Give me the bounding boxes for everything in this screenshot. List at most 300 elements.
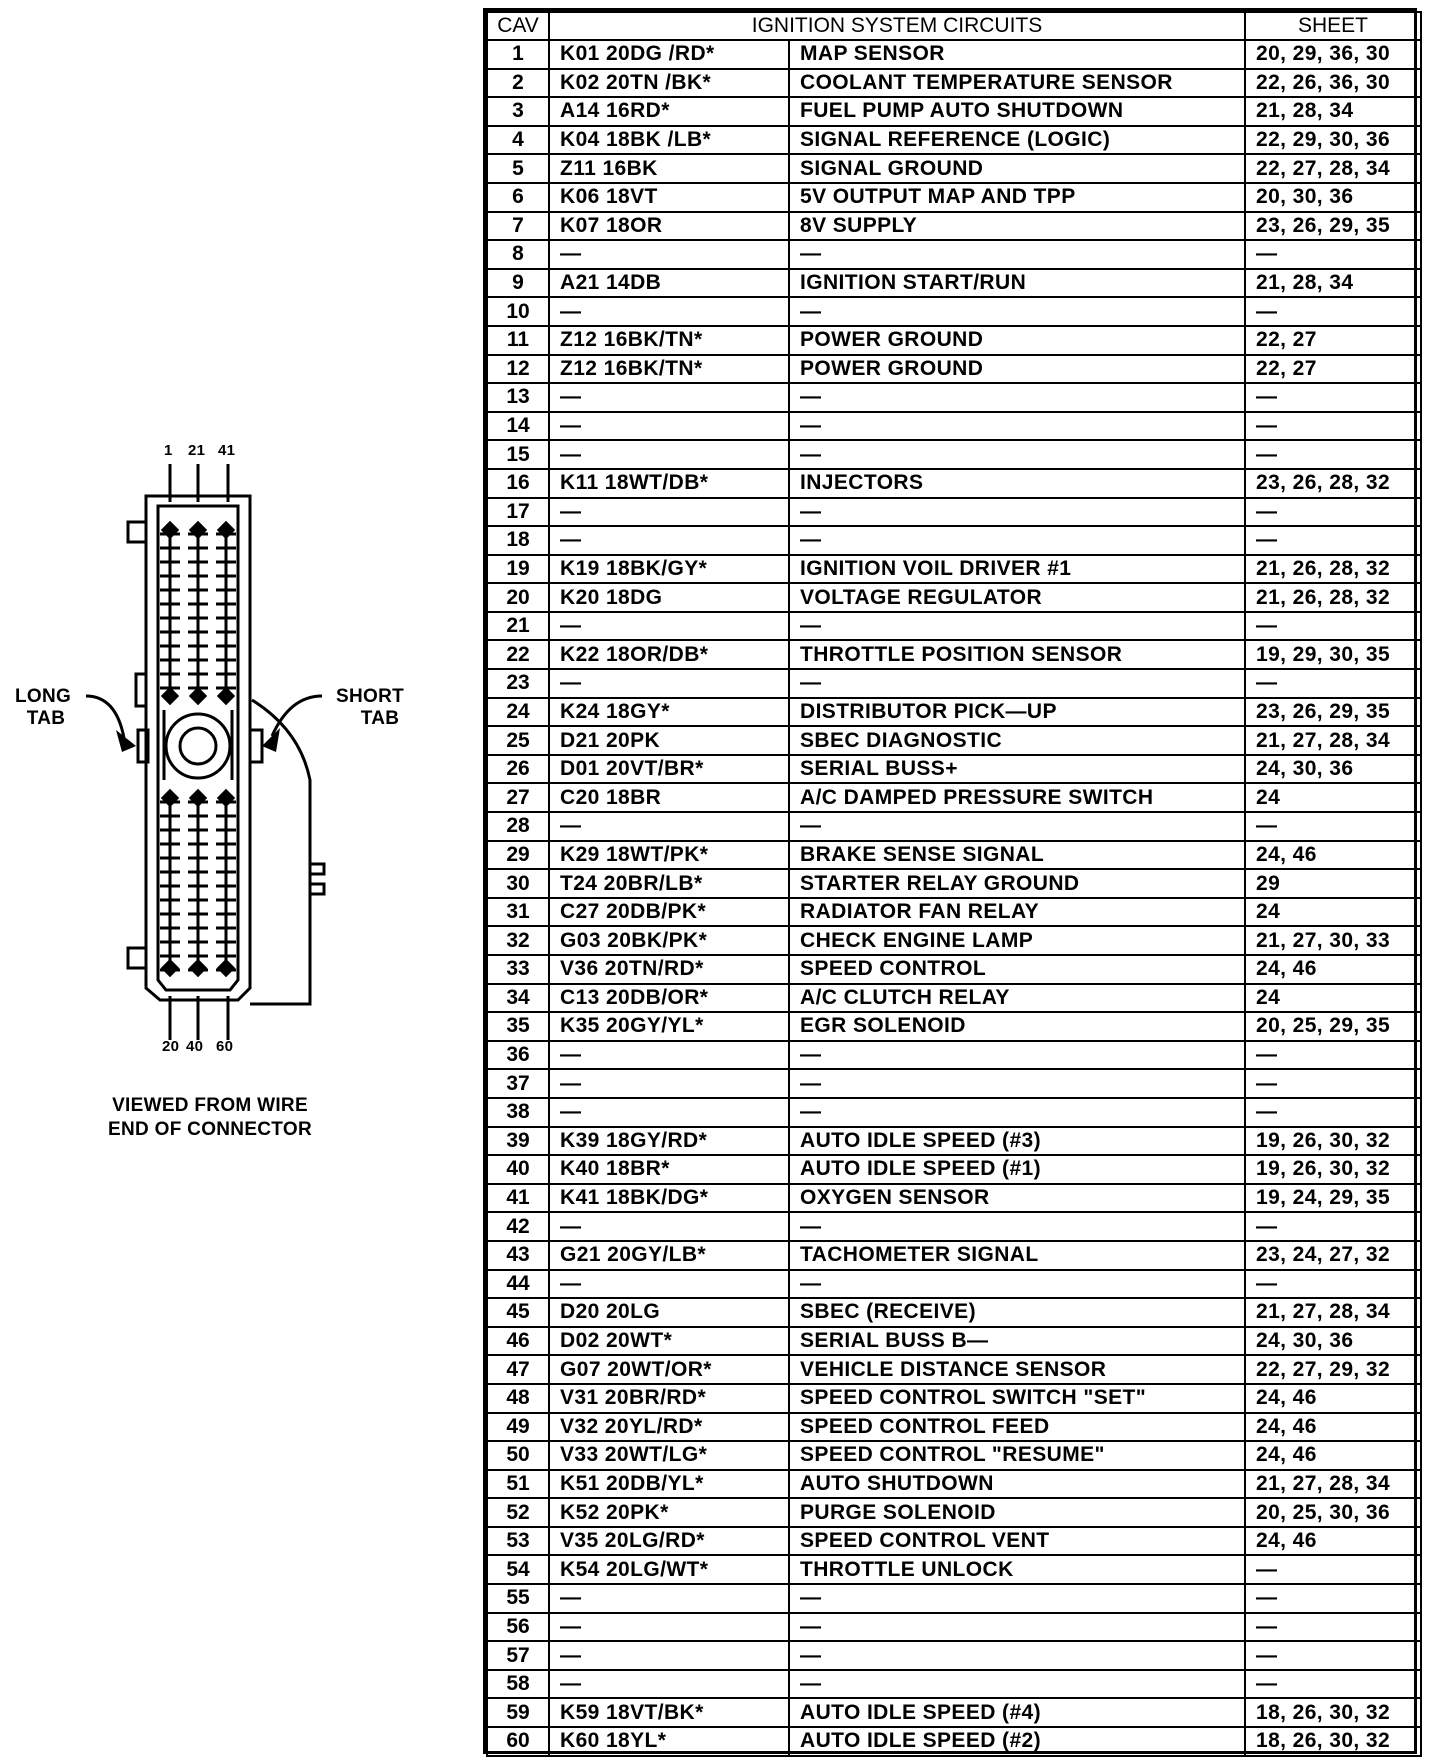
table-row (487, 498, 1421, 527)
sheet-cell: 29 (1245, 869, 1421, 898)
sheet-cell: — (1245, 1212, 1421, 1241)
table-row (487, 212, 1421, 241)
wire-cell: — (549, 440, 789, 469)
circuit-description-cell: — (789, 669, 1245, 698)
wire-cell: G21 20GY/LB* (549, 1241, 789, 1270)
table-row (487, 1298, 1421, 1327)
circuit-description-cell: AUTO IDLE SPEED (#4) (789, 1698, 1245, 1727)
table-row (487, 269, 1421, 298)
circuit-description-cell: AUTO IDLE SPEED (#3) (789, 1127, 1245, 1156)
circuit-description-cell: COOLANT TEMPERATURE SENSOR (789, 69, 1245, 98)
table-row (487, 97, 1421, 126)
circuit-description-cell: SERIAL BUSS+ (789, 755, 1245, 784)
wire-cell: — (549, 412, 789, 441)
cav-cell: 51 (487, 1470, 549, 1499)
circuit-description-cell: — (789, 383, 1245, 412)
circuit-description-cell: AUTO IDLE SPEED (#2) (789, 1727, 1245, 1756)
circuit-description-cell: — (789, 812, 1245, 841)
circuit-description-cell: IGNITION START/RUN (789, 269, 1245, 298)
sheet-cell: 23, 26, 29, 35 (1245, 212, 1421, 241)
sheet-cell: 19, 24, 29, 35 (1245, 1184, 1421, 1213)
circuit-description-cell: — (789, 1613, 1245, 1642)
wire-cell: K60 18YL* (549, 1727, 789, 1756)
cav-cell: 48 (487, 1384, 549, 1413)
wire-cell: K54 20LG/WT* (549, 1555, 789, 1584)
cav-cell: 12 (487, 355, 549, 384)
circuit-description-cell: VOLTAGE REGULATOR (789, 583, 1245, 612)
circuit-description-cell: A/C CLUTCH RELAY (789, 984, 1245, 1013)
table-row (487, 1698, 1421, 1727)
wire-cell: — (549, 1584, 789, 1613)
table-row (487, 1413, 1421, 1442)
cav-cell: 59 (487, 1698, 549, 1727)
circuit-description-cell: A/C DAMPED PRESSURE SWITCH (789, 783, 1245, 812)
circuit-description-cell: SBEC (RECEIVE) (789, 1298, 1245, 1327)
wire-cell: K59 18VT/BK* (549, 1698, 789, 1727)
table-row (487, 783, 1421, 812)
sheet-cell: 24 (1245, 898, 1421, 927)
cav-cell: 47 (487, 1355, 549, 1384)
sheet-cell: 20, 25, 29, 35 (1245, 1012, 1421, 1041)
table-row (487, 240, 1421, 269)
wire-cell: K20 18DG (549, 583, 789, 612)
wire-cell: G07 20WT/OR* (549, 1355, 789, 1384)
wire-cell: K04 18BK /LB* (549, 126, 789, 155)
table-row (487, 69, 1421, 98)
sheet-cell: — (1245, 1270, 1421, 1299)
cav-cell: 19 (487, 555, 549, 584)
circuit-description-cell: — (789, 1212, 1245, 1241)
sheet-cell: 19, 26, 30, 32 (1245, 1127, 1421, 1156)
sheet-cell: 24, 46 (1245, 1441, 1421, 1470)
sheet-cell: 18, 26, 30, 32 (1245, 1727, 1421, 1756)
sheet-cell: — (1245, 1641, 1421, 1670)
wire-cell: K02 20TN /BK* (549, 69, 789, 98)
sheet-cell: 24, 30, 36 (1245, 1327, 1421, 1356)
table-header-row (487, 12, 1421, 40)
short-tab-label (320, 686, 420, 730)
table-row (487, 726, 1421, 755)
wire-cell: — (549, 383, 789, 412)
cav-cell: 14 (487, 412, 549, 441)
circuit-description-cell: — (789, 612, 1245, 641)
sheet-cell: 19, 29, 30, 35 (1245, 640, 1421, 669)
sheet-cell: 24, 30, 36 (1245, 755, 1421, 784)
circuit-description-cell: BRAKE SENSE SIGNAL (789, 841, 1245, 870)
wire-cell: C20 18BR (549, 783, 789, 812)
wire-cell: K52 20PK* (549, 1498, 789, 1527)
sheet-cell: 24 (1245, 984, 1421, 1013)
wire-cell: — (549, 1098, 789, 1127)
circuit-description-cell: SPEED CONTROL VENT (789, 1527, 1245, 1556)
table-body (487, 40, 1421, 1756)
table-row (487, 469, 1421, 498)
cav-cell: 17 (487, 498, 549, 527)
table-row (487, 126, 1421, 155)
cav-cell: 60 (487, 1727, 549, 1756)
wire-cell: K07 18OR (549, 212, 789, 241)
sheet-cell: 24, 46 (1245, 1527, 1421, 1556)
sheet-cell: 24, 46 (1245, 955, 1421, 984)
sheet-cell: — (1245, 383, 1421, 412)
circuit-description-cell: — (789, 526, 1245, 555)
wire-cell: Z12 16BK/TN* (549, 355, 789, 384)
wire-cell: — (549, 1670, 789, 1699)
cav-cell: 39 (487, 1127, 549, 1156)
cav-cell: 53 (487, 1527, 549, 1556)
sheet-cell: — (1245, 1098, 1421, 1127)
sheet-cell: — (1245, 412, 1421, 441)
circuit-description-cell: POWER GROUND (789, 326, 1245, 355)
wire-cell: — (549, 1041, 789, 1070)
circuit-description-cell: TACHOMETER SIGNAL (789, 1241, 1245, 1270)
pin-label-21: 21 (188, 442, 206, 459)
cav-cell: 5 (487, 154, 549, 183)
sheet-cell: — (1245, 612, 1421, 641)
cav-cell: 1 (487, 40, 549, 69)
sheet-cell: — (1245, 812, 1421, 841)
table-row (487, 1613, 1421, 1642)
circuit-description-cell: — (789, 240, 1245, 269)
table-row (487, 984, 1421, 1013)
circuit-table (483, 8, 1417, 1754)
cav-cell: 27 (487, 783, 549, 812)
circuit-description-cell: MAP SENSOR (789, 40, 1245, 69)
wire-cell: D20 20LG (549, 1298, 789, 1327)
wire-cell: K39 18GY/RD* (549, 1127, 789, 1156)
table-row (487, 1498, 1421, 1527)
long-tab-label-line-2: TAB (26, 708, 66, 729)
wire-cell: V31 20BR/RD* (549, 1384, 789, 1413)
pin-label-20: 20 (162, 1038, 180, 1055)
table-row (487, 1384, 1421, 1413)
wire-cell: K22 18OR/DB* (549, 640, 789, 669)
table-row (487, 755, 1421, 784)
pin-label-1: 1 (164, 442, 173, 459)
wire-cell: — (549, 669, 789, 698)
wire-cell: Z11 16BK (549, 154, 789, 183)
circuit-description-cell: RADIATOR FAN RELAY (789, 898, 1245, 927)
cav-cell: 34 (487, 984, 549, 1013)
sheet-cell: 22, 27, 29, 32 (1245, 1355, 1421, 1384)
wire-cell: — (549, 526, 789, 555)
sheet-cell: — (1245, 440, 1421, 469)
table-row (487, 1641, 1421, 1670)
circuit-description-cell: AUTO SHUTDOWN (789, 1470, 1245, 1499)
table-row (487, 926, 1421, 955)
circuit-description-cell: — (789, 1041, 1245, 1070)
wire-cell: T24 20BR/LB* (549, 869, 789, 898)
cav-cell: 37 (487, 1069, 549, 1098)
cav-cell: 7 (487, 212, 549, 241)
cav-cell: 15 (487, 440, 549, 469)
cav-cell: 33 (487, 955, 549, 984)
circuit-description-cell: — (789, 1270, 1245, 1299)
wire-cell: C27 20DB/PK* (549, 898, 789, 927)
circuit-description-cell: INJECTORS (789, 469, 1245, 498)
view-caption-line-2: END OF CONNECTOR (108, 1119, 312, 1140)
sheet-cell: — (1245, 669, 1421, 698)
circuit-description-cell: SPEED CONTROL FEED (789, 1413, 1245, 1442)
cav-cell: 30 (487, 869, 549, 898)
table-row (487, 40, 1421, 69)
circuit-description-cell: — (789, 498, 1245, 527)
table-row (487, 154, 1421, 183)
sheet-cell: 22, 26, 36, 30 (1245, 69, 1421, 98)
table-row (487, 1212, 1421, 1241)
cav-cell: 43 (487, 1241, 549, 1270)
table-row (487, 555, 1421, 584)
wire-cell: — (549, 498, 789, 527)
pin-label-40: 40 (186, 1038, 204, 1055)
view-caption (40, 1094, 380, 1142)
cav-cell: 10 (487, 297, 549, 326)
sheet-cell: 20, 29, 36, 30 (1245, 40, 1421, 69)
table-row (487, 326, 1421, 355)
table-row (487, 869, 1421, 898)
pin-label-60: 60 (216, 1038, 234, 1055)
circuit-description-cell: THROTTLE UNLOCK (789, 1555, 1245, 1584)
wire-cell: K01 20DG /RD* (549, 40, 789, 69)
wire-cell: V36 20TN/RD* (549, 955, 789, 984)
table-row (487, 1012, 1421, 1041)
sheet-cell: — (1245, 1613, 1421, 1642)
cav-cell: 22 (487, 640, 549, 669)
cav-cell: 54 (487, 1555, 549, 1584)
wire-cell: — (549, 1270, 789, 1299)
wire-cell: A21 14DB (549, 269, 789, 298)
cav-cell: 20 (487, 583, 549, 612)
circuit-description-cell: — (789, 412, 1245, 441)
wire-cell: K40 18BR* (549, 1155, 789, 1184)
table-row (487, 1355, 1421, 1384)
circuit-description-cell: SPEED CONTROL SWITCH "SET" (789, 1384, 1245, 1413)
sheet-cell: — (1245, 526, 1421, 555)
sheet-cell: 23, 26, 28, 32 (1245, 469, 1421, 498)
circuit-description-cell: VEHICLE DISTANCE SENSOR (789, 1355, 1245, 1384)
sheet-cell: 21, 27, 30, 33 (1245, 926, 1421, 955)
short-tab-label-line-1: SHORT (336, 686, 404, 707)
circuit-description-cell: THROTTLE POSITION SENSOR (789, 640, 1245, 669)
table-row (487, 297, 1421, 326)
long-tab-label (0, 686, 86, 730)
wire-cell: D02 20WT* (549, 1327, 789, 1356)
wire-cell: — (549, 1641, 789, 1670)
sheet-cell: 21, 28, 34 (1245, 269, 1421, 298)
table-row (487, 526, 1421, 555)
sheet-cell: 24, 46 (1245, 1413, 1421, 1442)
sheet-cell: 24, 46 (1245, 1384, 1421, 1413)
long-tab-label-line-1: LONG (14, 686, 72, 707)
wire-cell: — (549, 240, 789, 269)
sheet-cell: 24, 46 (1245, 841, 1421, 870)
sheet-cell: 24 (1245, 783, 1421, 812)
wire-cell: — (549, 612, 789, 641)
circuit-description-cell: — (789, 1584, 1245, 1613)
cav-cell: 6 (487, 183, 549, 212)
wire-cell: K24 18GY* (549, 698, 789, 727)
table-row (487, 1555, 1421, 1584)
table-row (487, 583, 1421, 612)
wire-cell: — (549, 297, 789, 326)
circuit-description-cell: SIGNAL GROUND (789, 154, 1245, 183)
cav-cell: 56 (487, 1613, 549, 1642)
sheet-cell: 21, 27, 28, 34 (1245, 1470, 1421, 1499)
cav-cell: 23 (487, 669, 549, 698)
wire-cell: D21 20PK (549, 726, 789, 755)
cav-cell: 35 (487, 1012, 549, 1041)
table-row (487, 383, 1421, 412)
cav-cell: 16 (487, 469, 549, 498)
wire-cell: A14 16RD* (549, 97, 789, 126)
wire-cell: K41 18BK/DG* (549, 1184, 789, 1213)
wire-cell: K06 18VT (549, 183, 789, 212)
cav-cell: 42 (487, 1212, 549, 1241)
circuit-description-cell: CHECK ENGINE LAMP (789, 926, 1245, 955)
table-row (487, 1327, 1421, 1356)
cav-cell: 26 (487, 755, 549, 784)
header-cav: CAV (487, 12, 549, 40)
circuit-description-cell: — (789, 1069, 1245, 1098)
table-row (487, 1270, 1421, 1299)
cav-cell: 40 (487, 1155, 549, 1184)
wire-cell: — (549, 1212, 789, 1241)
sheet-cell: 22, 27 (1245, 326, 1421, 355)
circuit-description-cell: SERIAL BUSS B— (789, 1327, 1245, 1356)
circuit-description-cell: — (789, 1098, 1245, 1127)
cav-cell: 49 (487, 1413, 549, 1442)
sheet-cell: 20, 25, 30, 36 (1245, 1498, 1421, 1527)
cav-cell: 57 (487, 1641, 549, 1670)
circuit-description-cell: FUEL PUMP AUTO SHUTDOWN (789, 97, 1245, 126)
table-row (487, 1098, 1421, 1127)
sheet-cell: — (1245, 240, 1421, 269)
table-row (487, 440, 1421, 469)
circuit-description-cell: — (789, 297, 1245, 326)
table-row (487, 412, 1421, 441)
sheet-cell: 22, 27, 28, 34 (1245, 154, 1421, 183)
wire-cell: K11 18WT/DB* (549, 469, 789, 498)
circuit-description-cell: OXYGEN SENSOR (789, 1184, 1245, 1213)
view-caption-line-1: VIEWED FROM WIRE (112, 1095, 308, 1116)
table-row (487, 1155, 1421, 1184)
circuit-description-cell: SPEED CONTROL "RESUME" (789, 1441, 1245, 1470)
cav-cell: 45 (487, 1298, 549, 1327)
circuit-description-cell: SBEC DIAGNOSTIC (789, 726, 1245, 755)
wire-cell: C13 20DB/OR* (549, 984, 789, 1013)
wire-cell: D01 20VT/BR* (549, 755, 789, 784)
sheet-cell: 22, 27 (1245, 355, 1421, 384)
wire-cell: — (549, 1613, 789, 1642)
wire-cell: — (549, 812, 789, 841)
circuit-description-cell: 5V OUTPUT MAP AND TPP (789, 183, 1245, 212)
table-row (487, 698, 1421, 727)
cav-cell: 55 (487, 1584, 549, 1613)
circuit-description-cell: DISTRIBUTOR PICK—UP (789, 698, 1245, 727)
table-row (487, 640, 1421, 669)
table-row (487, 1069, 1421, 1098)
table-row (487, 183, 1421, 212)
table-row (487, 955, 1421, 984)
table-row (487, 1441, 1421, 1470)
cav-cell: 2 (487, 69, 549, 98)
cav-cell: 13 (487, 383, 549, 412)
cav-cell: 24 (487, 698, 549, 727)
table-row (487, 1127, 1421, 1156)
sheet-cell: — (1245, 1041, 1421, 1070)
cav-cell: 18 (487, 526, 549, 555)
cav-cell: 38 (487, 1098, 549, 1127)
wire-cell: V35 20LG/RD* (549, 1527, 789, 1556)
cav-cell: 36 (487, 1041, 549, 1070)
circuit-description-cell: POWER GROUND (789, 355, 1245, 384)
cav-cell: 52 (487, 1498, 549, 1527)
header-circuits: IGNITION SYSTEM CIRCUITS (549, 12, 1245, 40)
cav-cell: 32 (487, 926, 549, 955)
sheet-cell: — (1245, 1555, 1421, 1584)
sheet-cell: — (1245, 297, 1421, 326)
cav-cell: 50 (487, 1441, 549, 1470)
sheet-cell: 21, 27, 28, 34 (1245, 1298, 1421, 1327)
sheet-cell: — (1245, 1069, 1421, 1098)
cav-cell: 4 (487, 126, 549, 155)
wire-cell: Z12 16BK/TN* (549, 326, 789, 355)
sheet-cell: — (1245, 1584, 1421, 1613)
table-row (487, 898, 1421, 927)
wire-cell: K29 18WT/PK* (549, 841, 789, 870)
wire-cell: K19 18BK/GY* (549, 555, 789, 584)
sheet-cell: 21, 26, 28, 32 (1245, 555, 1421, 584)
cav-cell: 58 (487, 1670, 549, 1699)
sheet-cell: 23, 24, 27, 32 (1245, 1241, 1421, 1270)
table-row (487, 1584, 1421, 1613)
wire-cell: — (549, 1069, 789, 1098)
table-row (487, 1184, 1421, 1213)
circuit-description-cell: — (789, 1641, 1245, 1670)
table-row (487, 1670, 1421, 1699)
circuit-description-cell: EGR SOLENOID (789, 1012, 1245, 1041)
connector-diagram (0, 440, 460, 1180)
circuit-description-cell: 8V SUPPLY (789, 212, 1245, 241)
circuit-description-cell: SPEED CONTROL (789, 955, 1245, 984)
sheet-cell: 22, 29, 30, 36 (1245, 126, 1421, 155)
circuit-description-cell: IGNITION VOIL DRIVER #1 (789, 555, 1245, 584)
sheet-cell: 21, 27, 28, 34 (1245, 726, 1421, 755)
cav-cell: 31 (487, 898, 549, 927)
circuit-description-cell: — (789, 1670, 1245, 1699)
cav-cell: 44 (487, 1270, 549, 1299)
cav-cell: 46 (487, 1327, 549, 1356)
wire-cell: K35 20GY/YL* (549, 1012, 789, 1041)
circuit-description-cell: — (789, 440, 1245, 469)
table-row (487, 1470, 1421, 1499)
cav-cell: 11 (487, 326, 549, 355)
pin-label-41: 41 (218, 442, 236, 459)
cav-cell: 21 (487, 612, 549, 641)
sheet-cell: 20, 30, 36 (1245, 183, 1421, 212)
table-row (487, 1727, 1421, 1756)
cav-cell: 25 (487, 726, 549, 755)
circuit-description-cell: AUTO IDLE SPEED (#1) (789, 1155, 1245, 1184)
sheet-cell: — (1245, 1670, 1421, 1699)
table-row (487, 1041, 1421, 1070)
sheet-cell: 18, 26, 30, 32 (1245, 1698, 1421, 1727)
cav-cell: 3 (487, 97, 549, 126)
wire-cell: K51 20DB/YL* (549, 1470, 789, 1499)
circuit-description-cell: PURGE SOLENOID (789, 1498, 1245, 1527)
table-row (487, 669, 1421, 698)
cav-cell: 9 (487, 269, 549, 298)
